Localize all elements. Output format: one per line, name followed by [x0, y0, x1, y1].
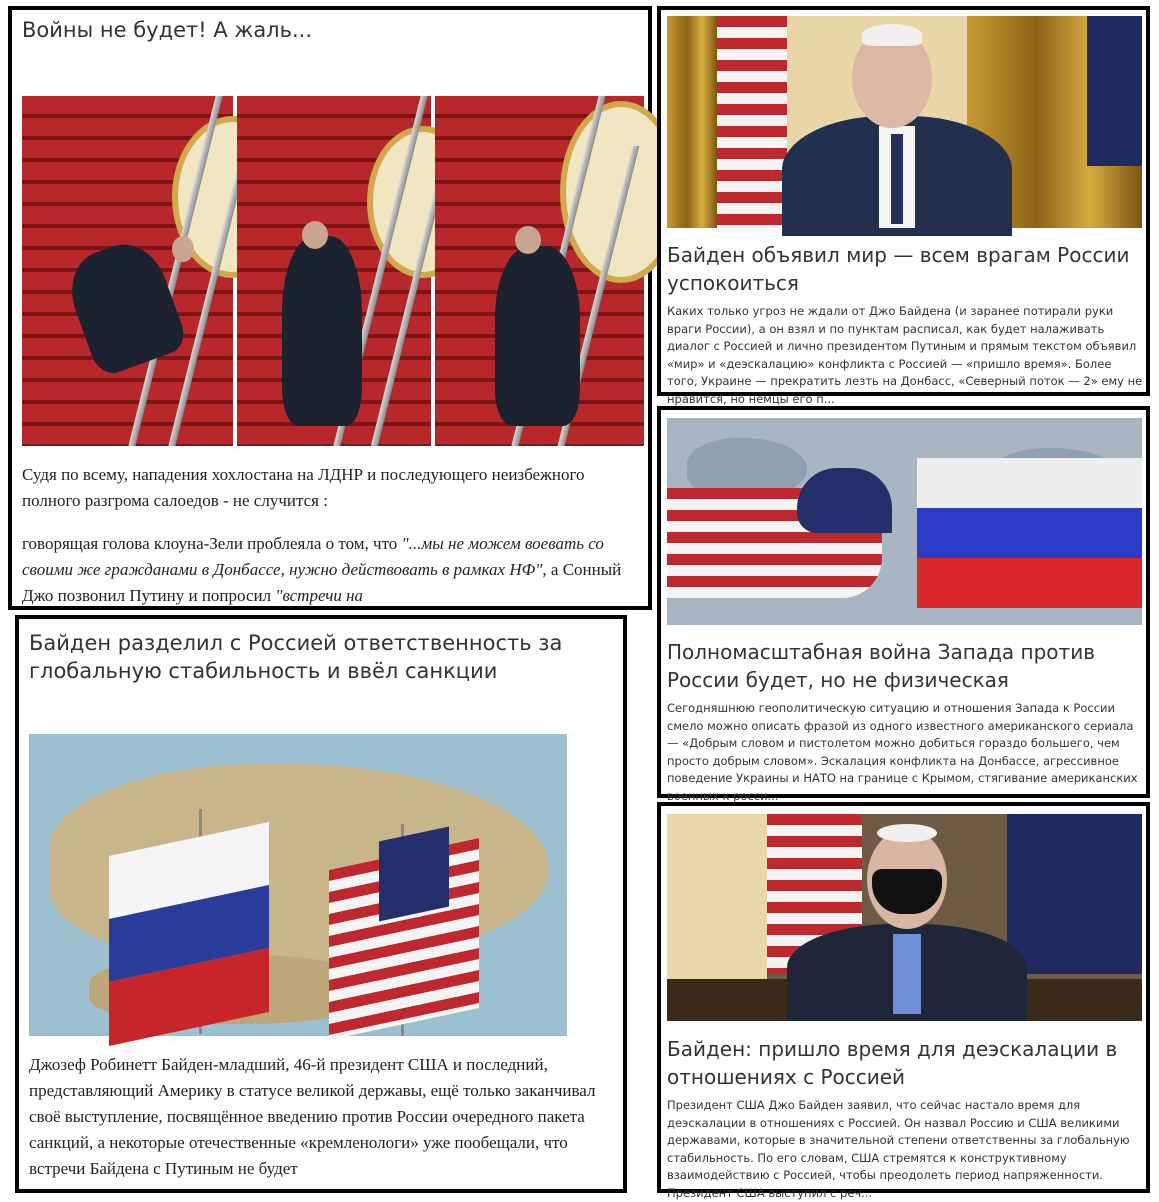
article-paragraph: Джозеф Робинетт Байден-младший, 46-й президент США и последний, представляющий Америку в статусе великой державы, ещё только заканчивал своё выступление, посвящённое введению против России очередного пакета санкций, а некоторые отечественные «кремленологи» уже пообещали, что встречи Байдена с Путиным не будет [29, 1055, 596, 1178]
fists-flags-photo [667, 418, 1142, 625]
article-paragraph-quote [22, 531, 647, 609]
article-title: Войны не будет! А жаль... [22, 18, 313, 42]
paragraph-text: , а Сонный Джо позвонил Путину и попросил [22, 560, 622, 605]
article-title: Байден: пришло время для деэскалации в отношениях с Россией [667, 1037, 1118, 1089]
stairs-photo-1 [22, 96, 233, 446]
article-panel-responsibility [15, 615, 627, 1193]
article-panel-peace [657, 6, 1150, 406]
article-title: Полномасштабная война Запада против России будет, но не физическая [667, 640, 1095, 692]
article-paragraph: Судя по всему, нападения хохлостана на ЛДНР и последующего неизбежного полного разгрома салоедов - не случится : [22, 465, 585, 510]
article-excerpt: Сегодняшнюю геополитическую ситуацию и отношения Запада к России смело можно описать фразой из одного известного американского сериала — «Добрым словом и пистолетом можно добиться гораздо большего, чем просто добрым словом». Эскалация конфликта на Донбассе, агрессивное поведение Украины и НАТО на границе с Крымом, стягивание американских военных к росси... [667, 701, 1138, 803]
stairs-photo-2 [237, 96, 431, 446]
flags-map-photo [29, 734, 567, 1036]
article-title: Байден разделил с Россией ответственность за глобальную стабильность и ввёл санкции [29, 631, 563, 683]
stairs-photo-collage [22, 96, 644, 446]
article-panel-wars [8, 6, 652, 610]
article-excerpt: Каких только угроз не ждали от Джо Байдена (и заранее потирали руки враги России), а он взял и по пунктам расписал, как будет налаживать диалог с Россией и лично президентом Путиным и прямым текстом объявил «мир» и «деэскалацию» конфликта с Россией — «пришло время». Более того, Украине — прекратить лезть на Донбасс, «Северный поток — 2» ему не нравится, но немцы его п... [667, 304, 1143, 406]
biden-speech-photo [667, 16, 1142, 228]
article-panel-deescalation [657, 802, 1150, 1200]
article-panel-war-west [657, 406, 1150, 803]
quote-biden: "встречи на [275, 586, 364, 605]
biden-mask-photo [667, 814, 1142, 1021]
paragraph-text: говорящая голова клоуна-Зели проблеяла о том, что [22, 534, 402, 553]
article-title: Байден объявил мир — всем врагам России успокоиться [667, 243, 1130, 295]
article-excerpt: Президент США Джо Байден заявил, что сейчас настало время для деэскалации в отношениях с Россией. Он назвал Россию и США великими державами, которые в значительной степени ответственны за глобальную стабильность. По его словам, США стремятся к конструктивному взаимодействию с Россией, чтобы преодолеть период напряженности. Президент США выступил с реч... [667, 1098, 1130, 1200]
stairs-photo-3 [435, 96, 644, 446]
quote-zelensky: "...мы не можем воевать со своими же гражданами в Донбассе, нужно действовать в рамках НФ" [22, 534, 604, 579]
